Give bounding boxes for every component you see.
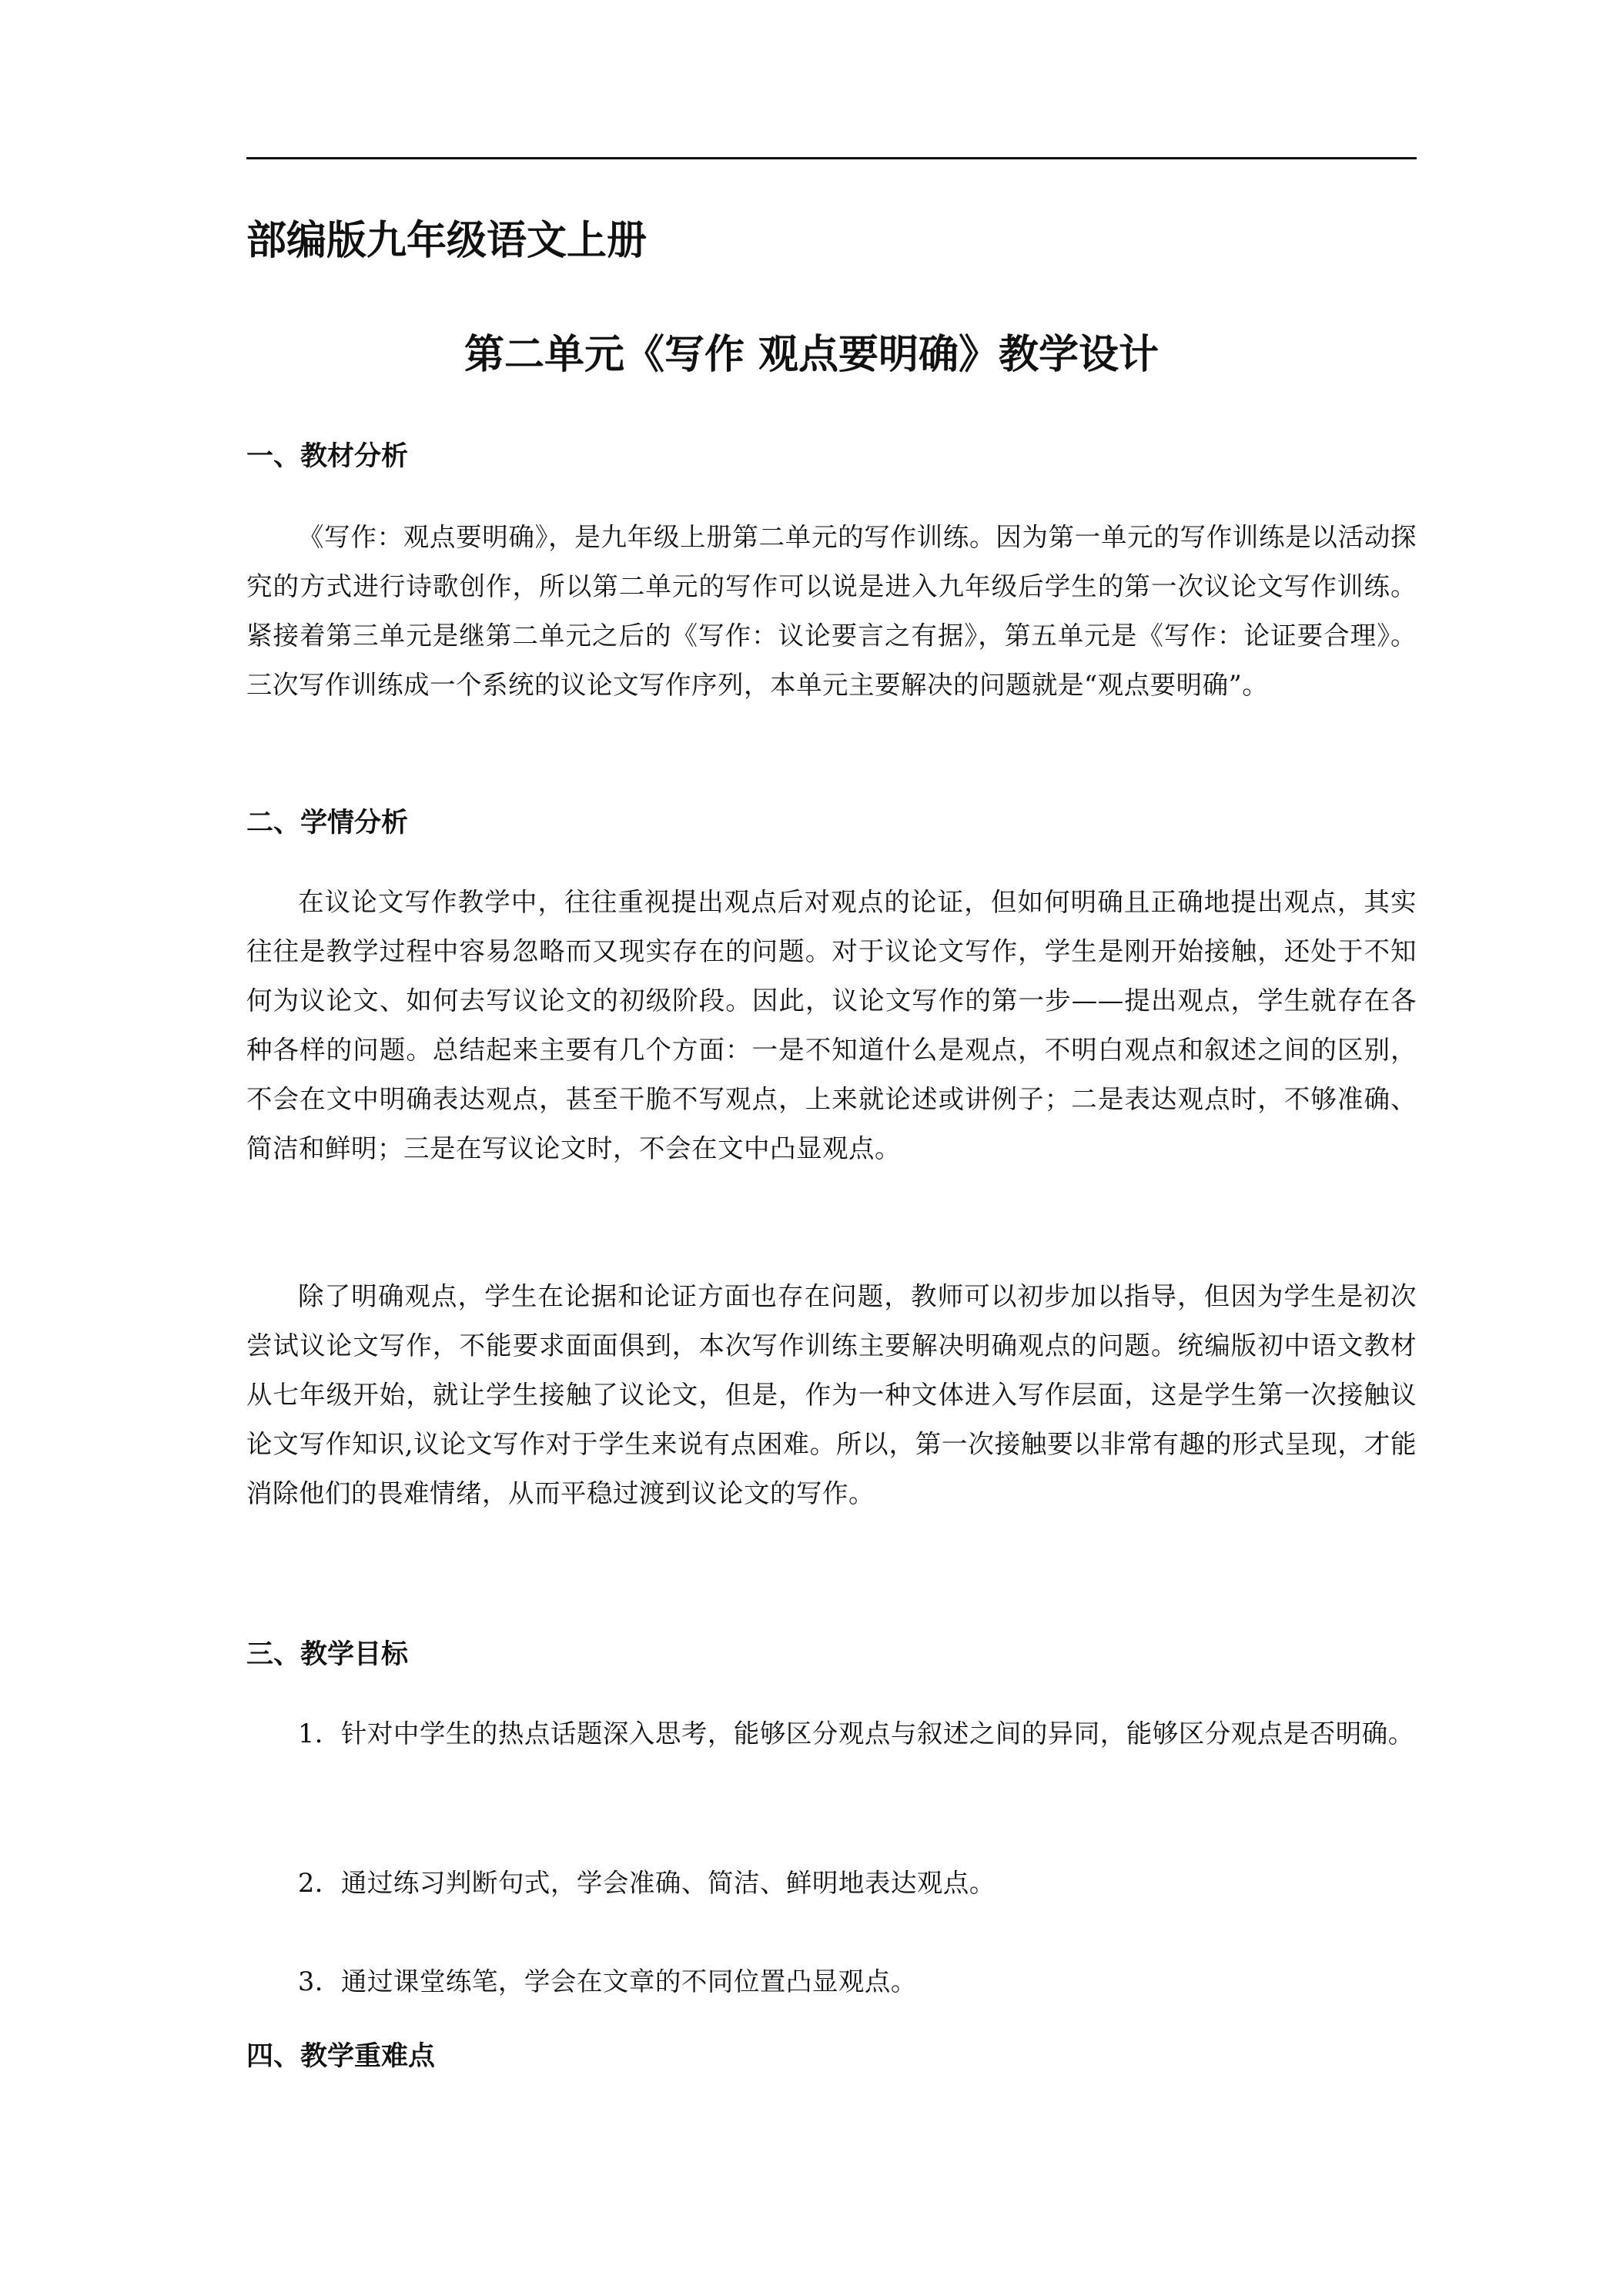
goal-item-2: 2．通过练习判断句式，学会准确、简洁、鲜明地表达观点。: [298, 1868, 996, 1898]
paragraph-textbook-analysis: 《写作：观点要明确》，是九年级上册第二单元的写作训练。因为第一单元的写作训练是以活动探究的方式进行诗歌创作，所以第二单元的写作可以说是进入九年级后学生的第一次议论文写作训练。紧接着第三单元是继第二单元之后的《写作：议论要言之有据》，第五单元是《写作：论证要合理》。三次写作训练成一个系统的议论文写作序列，本单元主要解决的问题就是“观点要明确”。: [246, 522, 1417, 700]
document-title: 部编版九年级语文上册: [246, 218, 648, 264]
section-heading-textbook-analysis: 一、教材分析: [246, 441, 409, 472]
paragraph-student-analysis-2: 除了明确观点，学生在论据和论证方面也存在问题，教师可以初步加以指导，但因为学生是初次尝试议论文写作，不能要求面面俱到，本次写作训练主要解决明确观点的问题。统编版初中语文教材从七年级开始，就让学生接触了议论文，但是，作为一种文体进入写作层面，这是学生第一次接触议论文写作知识,议论文写作对于学生来说有点困难。所以，第一次接触要以非常有趣的形式呈现，才能消除他们的畏难情绪，从而平稳过渡到议论文的写作。: [246, 1281, 1417, 1508]
section-heading-student-analysis: 二、学情分析: [246, 808, 409, 838]
section-heading-key-difficulties: 四、教学重难点: [246, 2041, 436, 2072]
document-subtitle: 第二单元《写作 观点要明确》教学设计: [463, 332, 1160, 378]
section-heading-teaching-goals: 三、教学目标: [246, 1639, 409, 1670]
goal-item-3: 3．通过课堂练笔，学会在文章的不同位置凸显观点。: [298, 1966, 917, 1996]
goal-item-1: 1．针对中学生的热点话题深入思考，能够区分观点与叙述之间的异同，能够区分观点是否明确。: [298, 1719, 1414, 1749]
header-rule: [246, 157, 1417, 159]
paragraph-student-analysis-1: 在议论文写作教学中，往往重视提出观点后对观点的论证，但如何明确且正确地提出观点，其实往往是教学过程中容易忽略而又现实存在的问题。对于议论文写作，学生是刚开始接触，还处于不知何为议论文、如何去写议论文的初级阶段。因此，议论文写作的第一步——提出观点，学生就存在各种各样的问题。总结起来主要有几个方面：一是不知道什么是观点，不明白观点和叙述之间的区别，不会在文中明确表达观点，甚至干脆不写观点，上来就论述或讲例子；二是表达观点时，不够准确、简洁和鲜明；三是在写议论文时，不会在文中凸显观点。: [246, 887, 1417, 1163]
